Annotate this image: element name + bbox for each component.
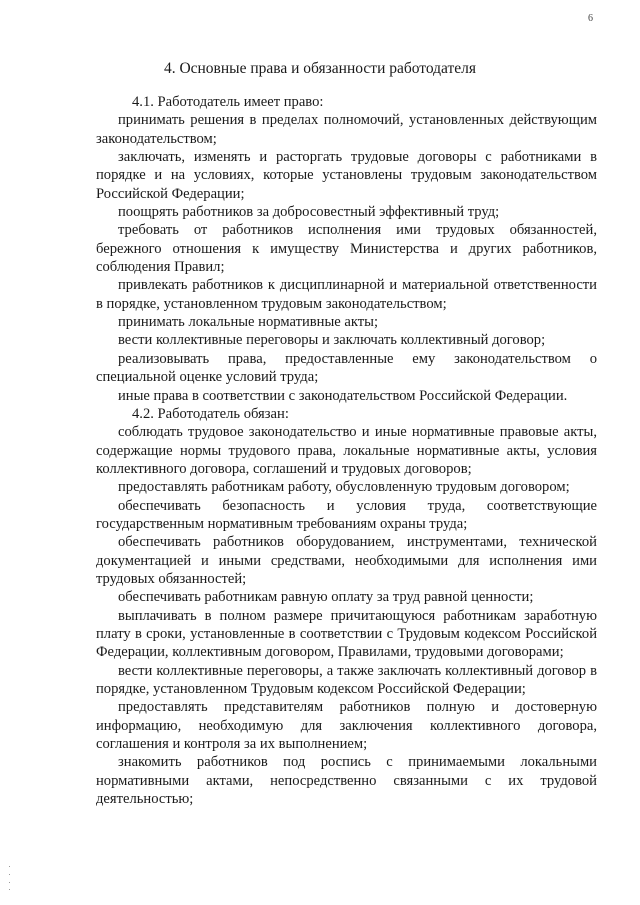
clause-item: предоставлять работникам работу, обусловленную трудовым договором; — [118, 479, 570, 496]
clause-item: предоставлять представителям работников полную и достоверную информацию, необходимую для заключения коллективного договора, соглашения и контроля за их выполнением; — [96, 699, 597, 753]
clause-item: поощрять работников за добросовестный эффективный труд; — [118, 204, 500, 221]
clause-item: вести коллективные переговоры и заключать коллективный договор; — [118, 332, 546, 349]
clause-heading-4-2: 4.2. Работодатель обязан: — [132, 405, 289, 422]
clause-item: обеспечивать работников оборудованием, инструментами, технической документацией и иными средствами, необходимыми для исполнения ими трудовых обязанностей; — [96, 534, 597, 587]
clause-item: принимать локальные нормативные акты; — [118, 314, 379, 331]
scan-artifact-dot — [9, 889, 10, 890]
section-title: 4. Основные права и обязанности работодателя — [163, 60, 477, 77]
clause-item: обеспечивать работникам равную оплату за труд равной ценности; — [118, 589, 534, 606]
scan-artifact-dot — [9, 882, 10, 883]
clause-item: заключать, изменять и расторгать трудовые договоры с работниками в порядке и на условиях, которые установлены трудовым законодательством Российской Федерации; — [96, 149, 597, 202]
clause-item: принимать решения в пределах полномочий, установленных действующим законодательством; — [96, 112, 597, 147]
clause-item: соблюдать трудовое законодательство и иные нормативные правовые акты, содержащие нормы трудового права, локальные нормативные акты, условия коллективного договора, соглашений и трудовых договоров; — [96, 424, 597, 477]
clause-item: вести коллективные переговоры, а также заключать коллективный договор в порядке, установленном Трудовым кодексом Российской Федерации; — [96, 662, 597, 697]
document-body — [96, 93, 597, 808]
scan-artifact-dot — [9, 866, 10, 867]
clause-item: выплачивать в полном размере причитающуюся работникам заработную плату в сроки, установленные в соответствии с Трудовым кодексом Российской Федерации, коллективным договором, Правилами, трудовыми договорами; — [96, 607, 597, 661]
scan-artifact-dot — [9, 874, 10, 875]
clause-item: знакомить работников под роспись с принимаемыми локальными нормативными актами, непосредственно связанными с их трудовой деятельностью; — [96, 754, 597, 808]
clause-item: иные права в соответствии с законодательством Российской Федерации. — [118, 387, 568, 404]
clause-item: требовать от работников исполнения ими трудовых обязанностей, бережного отношения к имуществу Министерства и других работников, соблюдения Правил; — [96, 222, 597, 276]
page-number: 6 — [588, 13, 593, 24]
clause-item: обеспечивать безопасность и условия труда, соответствующие государственным нормативным требованиям охраны труда; — [96, 497, 597, 532]
clause-heading-4-1: 4.1. Работодатель имеет право: — [132, 94, 324, 110]
clause-item: реализовывать права, предоставленные ему законодательством о специальной оценке условий труда; — [96, 350, 597, 386]
clause-item: привлекать работников к дисциплинарной и материальной ответственности в порядке, установленном трудовым законодательством; — [96, 277, 597, 312]
